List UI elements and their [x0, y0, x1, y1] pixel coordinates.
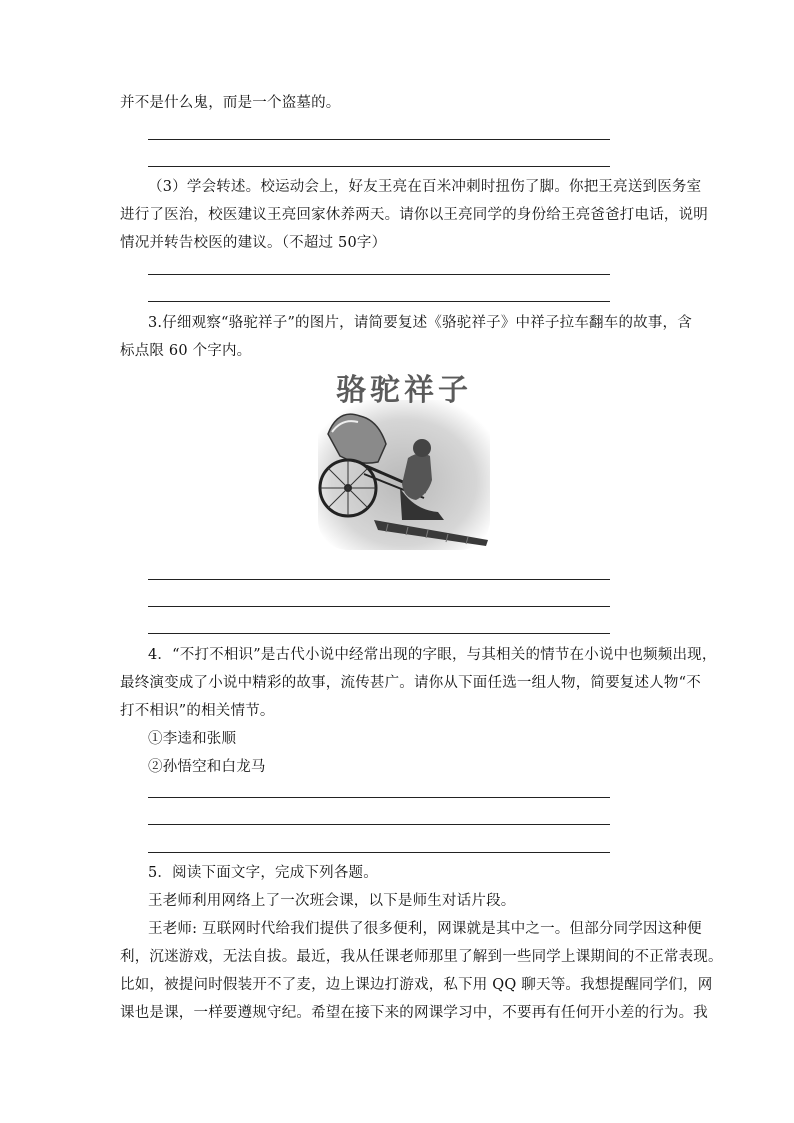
figure-title: 骆驼祥子 — [336, 373, 472, 408]
question-3-text: 3.仔细观察“骆驼祥子”的图片，请简要复述《骆驼祥子》中祥子拉车翻车的故事，含 — [148, 315, 692, 331]
question-5-text: 比如，被提问时假装开不了麦，边上课边打游戏，私下用 QQ 聊天等。我想提醒同学们，网 — [120, 977, 713, 993]
answer-line — [148, 166, 610, 167]
question-4-text: 4．“不打不相识”是古代小说中经常出现的字眼，与其相关的情节在小说中也频频出现， — [148, 647, 717, 663]
question-3-text: 标点限 60 个字内。 — [120, 343, 252, 359]
question-3-3-text: （3）学会转述。校运动会上，好友王亮在百米冲刺时扭伤了脚。你把王亮送到医务室 — [148, 179, 702, 195]
answer-line — [148, 274, 610, 275]
answer-line — [148, 852, 610, 853]
answer-line — [148, 139, 610, 140]
answer-line — [148, 301, 610, 302]
question-5-text: 利，沉迷游戏，无法自拔。最近，我从任课老师那里了解到一些同学上课期间的不正常表现。 — [120, 949, 723, 965]
option-2: ②孙悟空和白龙马 — [148, 759, 266, 775]
answer-line — [148, 579, 610, 580]
camel-xiangzi-picture — [318, 370, 490, 550]
option-1: ①李逵和张顺 — [148, 731, 237, 747]
answer-line — [148, 797, 610, 798]
answer-line — [148, 633, 610, 634]
text-line: 并不是什么鬼，而是一个盗墓的。 — [120, 95, 341, 111]
question-4-text: 打不相识”的相关情节。 — [120, 703, 275, 719]
question-5-text: 课也是课，一样要遵规守纪。希望在接下来的网课学习中，不要再有任何开小差的行为。我 — [120, 1005, 708, 1021]
answer-line — [148, 824, 610, 825]
question-5-text: 王老师利用网络上了一次班会课，以下是师生对话片段。 — [148, 893, 516, 909]
question-4-text: 最终演变成了小说中精彩的故事，流传甚广。请你从下面任选一组人物，简要复述人物“不 — [120, 675, 701, 691]
question-5-text: 5．阅读下面文字，完成下列各题。 — [148, 865, 378, 881]
question-5-text: 王老师: 互联网时代给我们提供了很多便利，网课就是其中之一。但部分同学因这种便 — [148, 921, 702, 937]
question-3-3-text: 情况并转告校医的建议。（不超过 50字） — [120, 235, 387, 251]
answer-line — [148, 606, 610, 607]
question-3-3-text: 进行了医治，校医建议王亮回家休养两天。请你以王亮同学的身份给王亮爸爸打电话，说明 — [120, 207, 708, 223]
